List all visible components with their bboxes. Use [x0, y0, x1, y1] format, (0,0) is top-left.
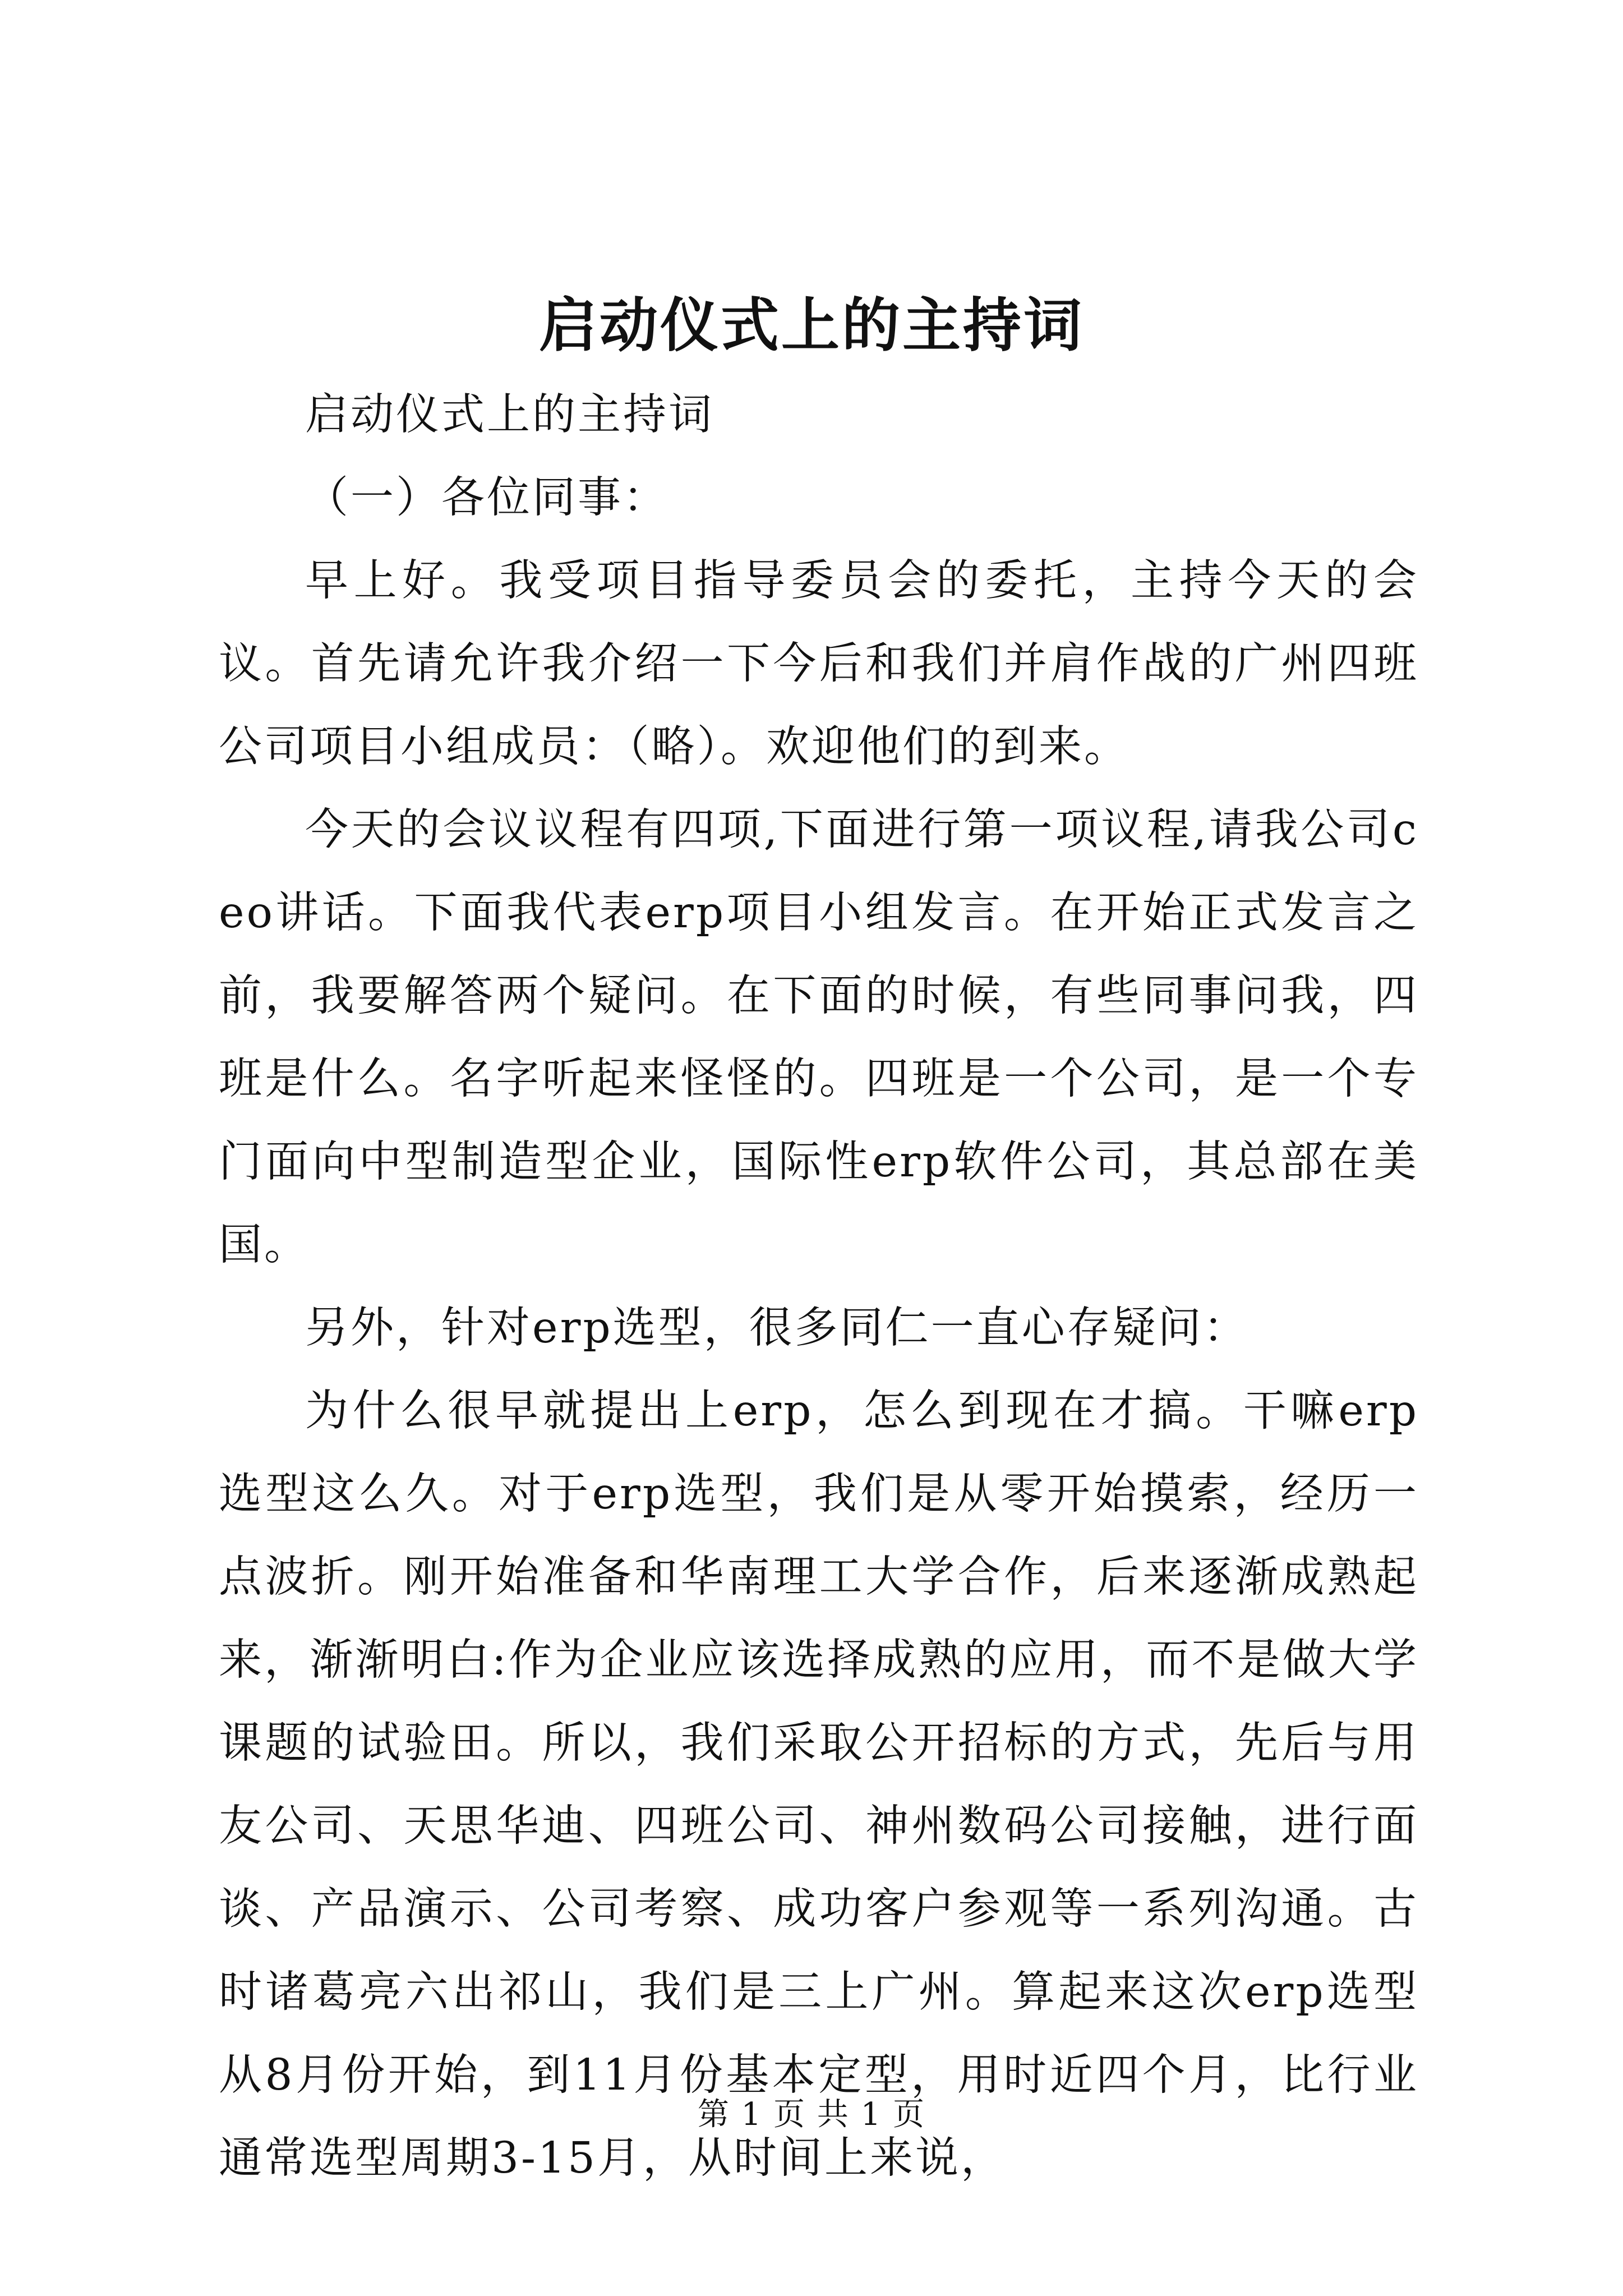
paragraph-salutation: （一）各位同事： — [305, 473, 668, 523]
paragraph-agenda: 今天的会议议程有四项,下面进行第一项议程,请我公司ceo讲话。下面我代表erp项目小组发言。在开始正式发言之前，我要解答两个疑问。在下面的时候，有些同事问我，四班是什么。名字听起来怪怪的。四班是一个公司，是一个专门面向中型制造型企业，国际性erp软件公司，其总部在美国。 — [219, 805, 1419, 1270]
document-title: 启动仪式上的主持词 — [538, 291, 1084, 360]
paragraph-selection-history: 为什么很早就提出上erp，怎么到现在才搞。干嘛erp选型这么久。对于erp选型，我们是从零开始摸索，经历一点波折。刚开始准备和华南理工大学合作，后来逐渐成熟起来，渐渐明白:作为企业应该选择成熟的应用，而不是做大学课题的试验田。所以，我们采取公开招标的方式，先后与用友公司、天思华迪、四班公司、神州数码公司接触，进行面谈、产品演示、公司考察、成功客户参观等一系列沟通。古时诸葛亮六出祁山，我们是三上广州。算起来这次erp选型从8月份开始，到11月份基本定型，用时近四个月，比行业通常选型周期3-15月，从时间上来说， — [219, 1386, 1419, 2183]
paragraph-question-intro: 另外，针对erp选型，很多同仁一直心存疑问： — [305, 1303, 1249, 1353]
page-footer: 第 1 页 共 1 页 — [697, 2096, 926, 2133]
paragraph-subtitle: 启动仪式上的主持词 — [305, 390, 714, 440]
paragraph-opening: 早上好。我受项目指导委员会的委托，主持今天的会议。首先请允许我介绍一下今后和我们并肩作战的广州四班公司项目小组成员：（略）。欢迎他们的到来。 — [219, 556, 1419, 772]
document-body — [219, 374, 1419, 2200]
